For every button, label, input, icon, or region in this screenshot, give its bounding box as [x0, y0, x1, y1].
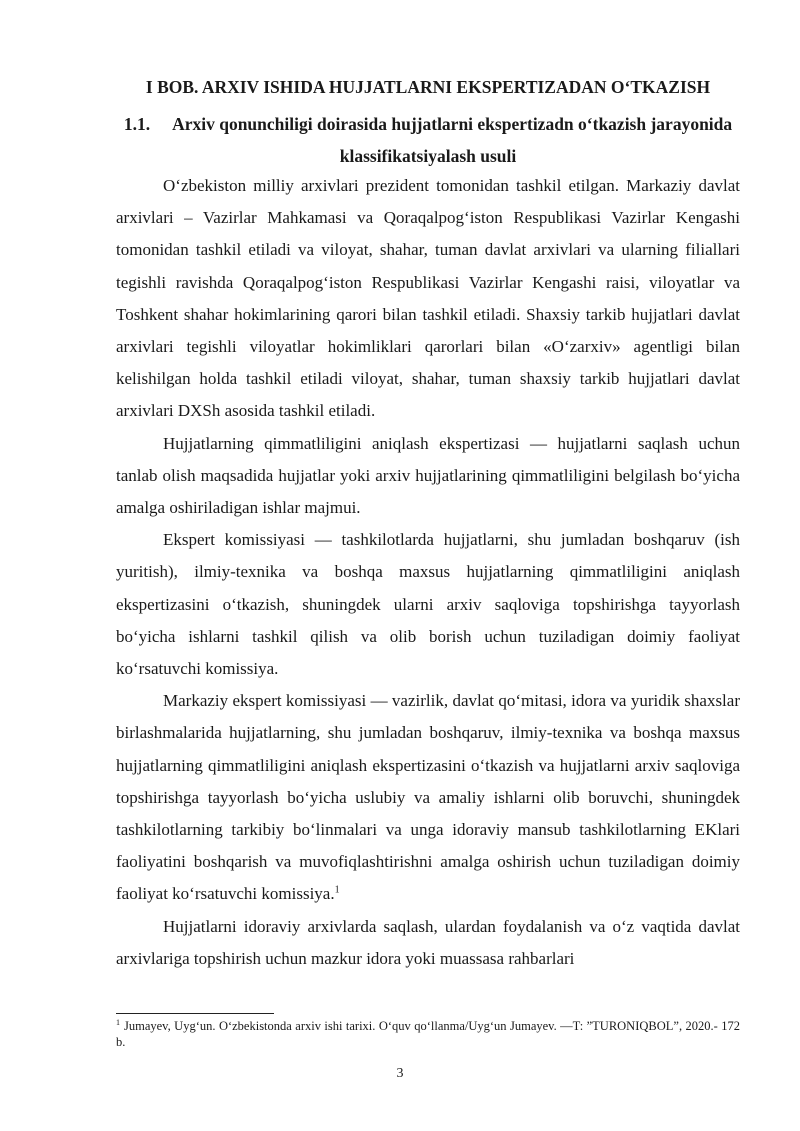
footnote-marker: 1 — [116, 1017, 120, 1027]
paragraph: Hujjatlarni idoraviy arxivlarda saqlash, ulardan foydalanish va o‘z vaqtida davlat arxivlariga topshirish uchun mazkur idora yoki muassasa rahbarlari — [116, 916, 740, 968]
section-title — [118, 108, 738, 172]
page-number: 3 — [396, 1066, 404, 1081]
section-title-text: Arxiv qonunchiligi doirasida hujjatlarni ekspertizadn o‘tkazish jarayonida klassifikatsiyalash usuli — [172, 114, 733, 166]
section-number: 1.1. — [123, 114, 151, 134]
footnote-reference[interactable]: 1 — [334, 884, 340, 896]
chapter-title: I BOB. ARXIV ISHIDA HUJJATLARNI EKSPERTIZADAN O‘TKAZISH — [145, 77, 711, 97]
paragraph: O‘zbekiston milliy arxivlari prezident tomonidan tashkil etilgan. Markaziy davlat arxivlari – Vazirlar Mahkamasi va Qoraqalpog‘iston Respublikasi Vazirlar Kengashi tomonidan tashkil etiladi va viloyat, shahar, tuman davlat arxivlari va ularning filiallari tegishli ravishda Qoraqalpog‘iston Respublikasi Vazirlar Kengashi raisi, viloyatlar va Toshkent shahar hokimlarining qarori bilan tashkil etiladi. Shaxsiy tarkib hujjatlari davlat arxivlari tegishli viloyatlar hokimliklari qarorlari bilan «O‘zarxiv» agentligi bilan kelishilgan holda tashkil etiladi viloyat, shahar, tuman shaxsiy tarkib hujjatlari davlat arxivlari DXSh asosida tashkil etiladi. — [116, 176, 740, 421]
paragraph: Ekspert komissiyasi — tashkilotlarda hujjatlarni, shu jumladan boshqaruv (ish yuritish), ilmiy-texnika va boshqa maxsus hujjatlarning qimmatliligini aniqlash ekspertizasini o‘tkazish, shuningdek ularni arxiv saqloviga topshirishga tayyorlash bo‘yicha ishlarni tashkil qilish va olib borish uchun tuziladigan doimiy faoliyat ko‘rsatuvchi komissiya. — [116, 530, 740, 679]
body-text — [116, 170, 740, 975]
footnote-separator — [116, 1013, 274, 1014]
footnote-text: Jumayev, Uyg‘un. O‘zbekistonda arxiv ishi tarixi. O‘quv qo‘llanma/Uyg‘un Jumayev. —T: ”TURONIQBOL”, 2020.- 172 b. — [116, 1019, 740, 1049]
footnote — [116, 1018, 740, 1050]
paragraph: Hujjatlarning qimmatliligini aniqlash ekspertizasi — hujjatlarni saqlash uchun tanlab olish maqsadida hujjatlar yoki arxiv hujjatlarining qimmatliligini belgilash bo‘yicha amalga oshiriladigan ishlar majmui. — [116, 433, 740, 518]
paragraph — [116, 685, 740, 910]
paragraph-text: Markaziy ekspert komissiyasi — vazirlik, davlat qo‘mitasi, idora va yuridik shaxslar birlashmalarida hujjatlarning, shu jumladan boshqaruv, ilmiy-texnika va boshqa maxsus hujjatlarning qimmatliligini aniqlash ekspertizasini o‘tkazish va hujjatlarni arxiv saqloviga topshirishga tayyorlash bo‘yicha uslubiy va amaliy ishlarni olib boruvchi, shuningdek tashkilotlarning tarkibiy bo‘linmalari va unga idoraviy mansub tashkilotlarning EKlari faoliyatini boshqarish va muvofiqlashtirishni amalga oshirish uchun tuziladigan doimiy faoliyat ko‘rsatuvchi komissiya. — [116, 691, 740, 904]
